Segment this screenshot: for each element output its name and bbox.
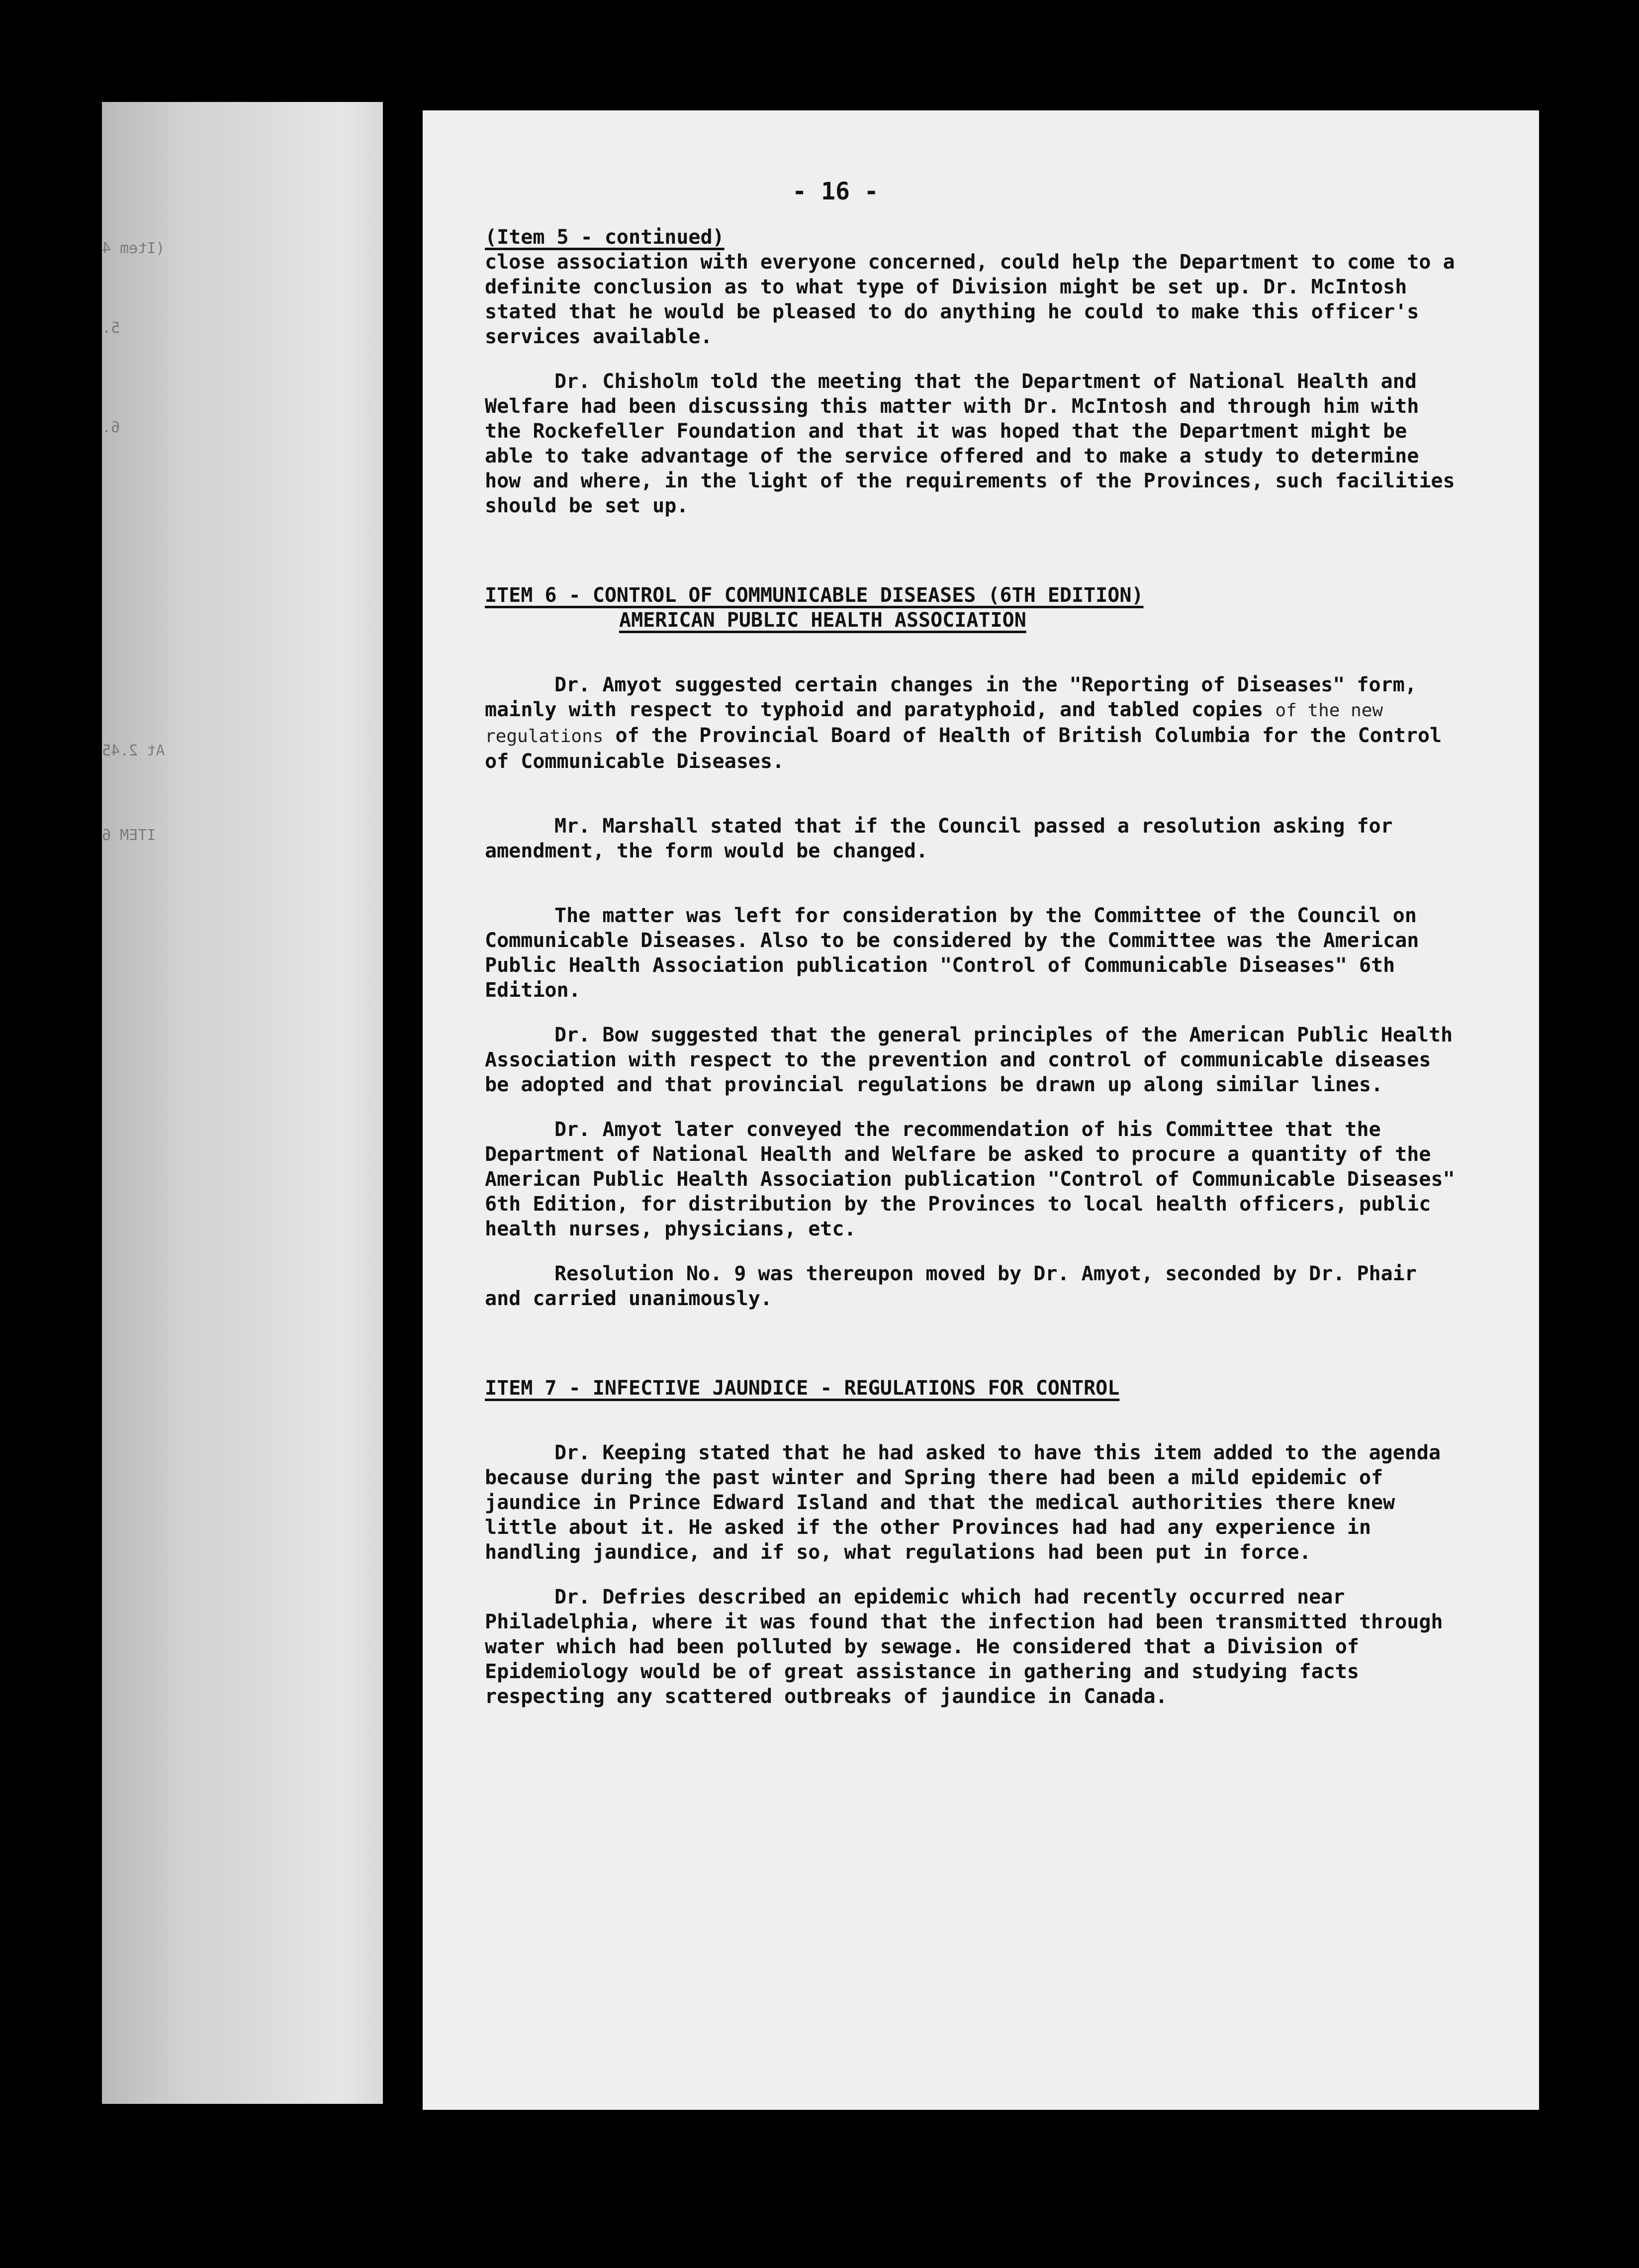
left-fragment: At 2.45: [102, 742, 165, 759]
left-fragment: 6.: [102, 419, 120, 436]
page-body: [485, 225, 1459, 1709]
document-page: [423, 110, 1539, 2110]
handwritten-insert: of the new regulations: [485, 700, 1383, 747]
item6-heading: ITEM 6 - CONTROL OF COMMUNICABLE DISEASES (6TH EDITION): [485, 584, 1144, 607]
item6-paragraph: Dr. Bow suggested that the general principles of the American Public Health Association with respect to the prevention and control of communicable diseases be adopted and that provincial regulations be drawn up along similar lines.: [485, 1024, 1453, 1096]
item7-paragraph: Dr. Keeping stated that he had asked to have this item added to the agenda because during the past winter and Spring there had been a mild epidemic of jaundice in Prince Edward Island and that the medical authorities there knew little about it. He asked if the other Provinces had had any experience in handling jaundice, and if so, what regulations had been put in force.: [485, 1441, 1441, 1564]
item6-paragraph: Dr. Amyot later conveyed the recommendation of his Committee that the Department of National Health and Welfare be asked to procure a quantity of the American Public Health Association publication "Control of Communicable Diseases" 6th Edition, for distribution by the Provinces to local health officers, public health nurses, physicians, etc.: [485, 1118, 1455, 1240]
left-fragment: (Item 4: [102, 240, 165, 257]
item6-paragraph: Dr. Amyot suggested certain changes in the "Reporting of Diseases" form, mainly with respect to typhoid and paratyphoid, and tabled copies of the new regulations of the Provincial Board of Health of British Columbia for the Control of Communicable Diseases.: [485, 673, 1442, 773]
continued-heading: (Item 5 - continued): [485, 226, 725, 249]
left-fragment: ITEM 6: [102, 827, 156, 844]
item7-paragraph: Dr. Defries described an epidemic which had recently occurred near Philadelphia, where it was found that the infection had been transmitted through water which had been polluted by sewage. He considered that a Division of Epidemiology would be of great assistance in gathering and studying facts respecting any scattered outbreaks of jaundice in Canada.: [485, 1586, 1443, 1708]
item5-paragraph: close association with everyone concerned, could help the Department to come to a definite conclusion as to what type of Division might be set up. Dr. McIntosh stated that he would be pleased to do anything he could to make this officer's services available.: [485, 251, 1455, 348]
item7-heading: ITEM 7 - INFECTIVE JAUNDICE - REGULATIONS FOR CONTROL: [485, 1377, 1120, 1400]
item6-paragraph: Resolution No. 9 was thereupon moved by Dr. Amyot, seconded by Dr. Phair and carried unanimously.: [485, 1262, 1417, 1310]
item5-paragraph: Dr. Chisholm told the meeting that the Department of National Health and Welfare had been discussing this matter with Dr. McIntosh and through him with the Rockefeller Foundation and that it was hoped that the Department might be able to take advantage of the service offered and to make a study to determine how and where, in the light of the requirements of the Provinces, such facilities should be set up.: [485, 370, 1455, 517]
page-number: - 16 -: [792, 178, 879, 205]
item6-subheading: AMERICAN PUBLIC HEALTH ASSOCIATION: [619, 609, 1026, 632]
item6-paragraph: Mr. Marshall stated that if the Council passed a resolution asking for amendment, the form would be changed.: [485, 815, 1393, 862]
previous-page-edge: [102, 102, 383, 2104]
left-fragment: 5.: [102, 319, 120, 337]
item6-paragraph: The matter was left for consideration by the Committee of the Council on Communicable Diseases. Also to be considered by the Committee was the American Public Health Association publication "Control of Communicable Diseases" 6th Edition.: [485, 904, 1419, 1002]
